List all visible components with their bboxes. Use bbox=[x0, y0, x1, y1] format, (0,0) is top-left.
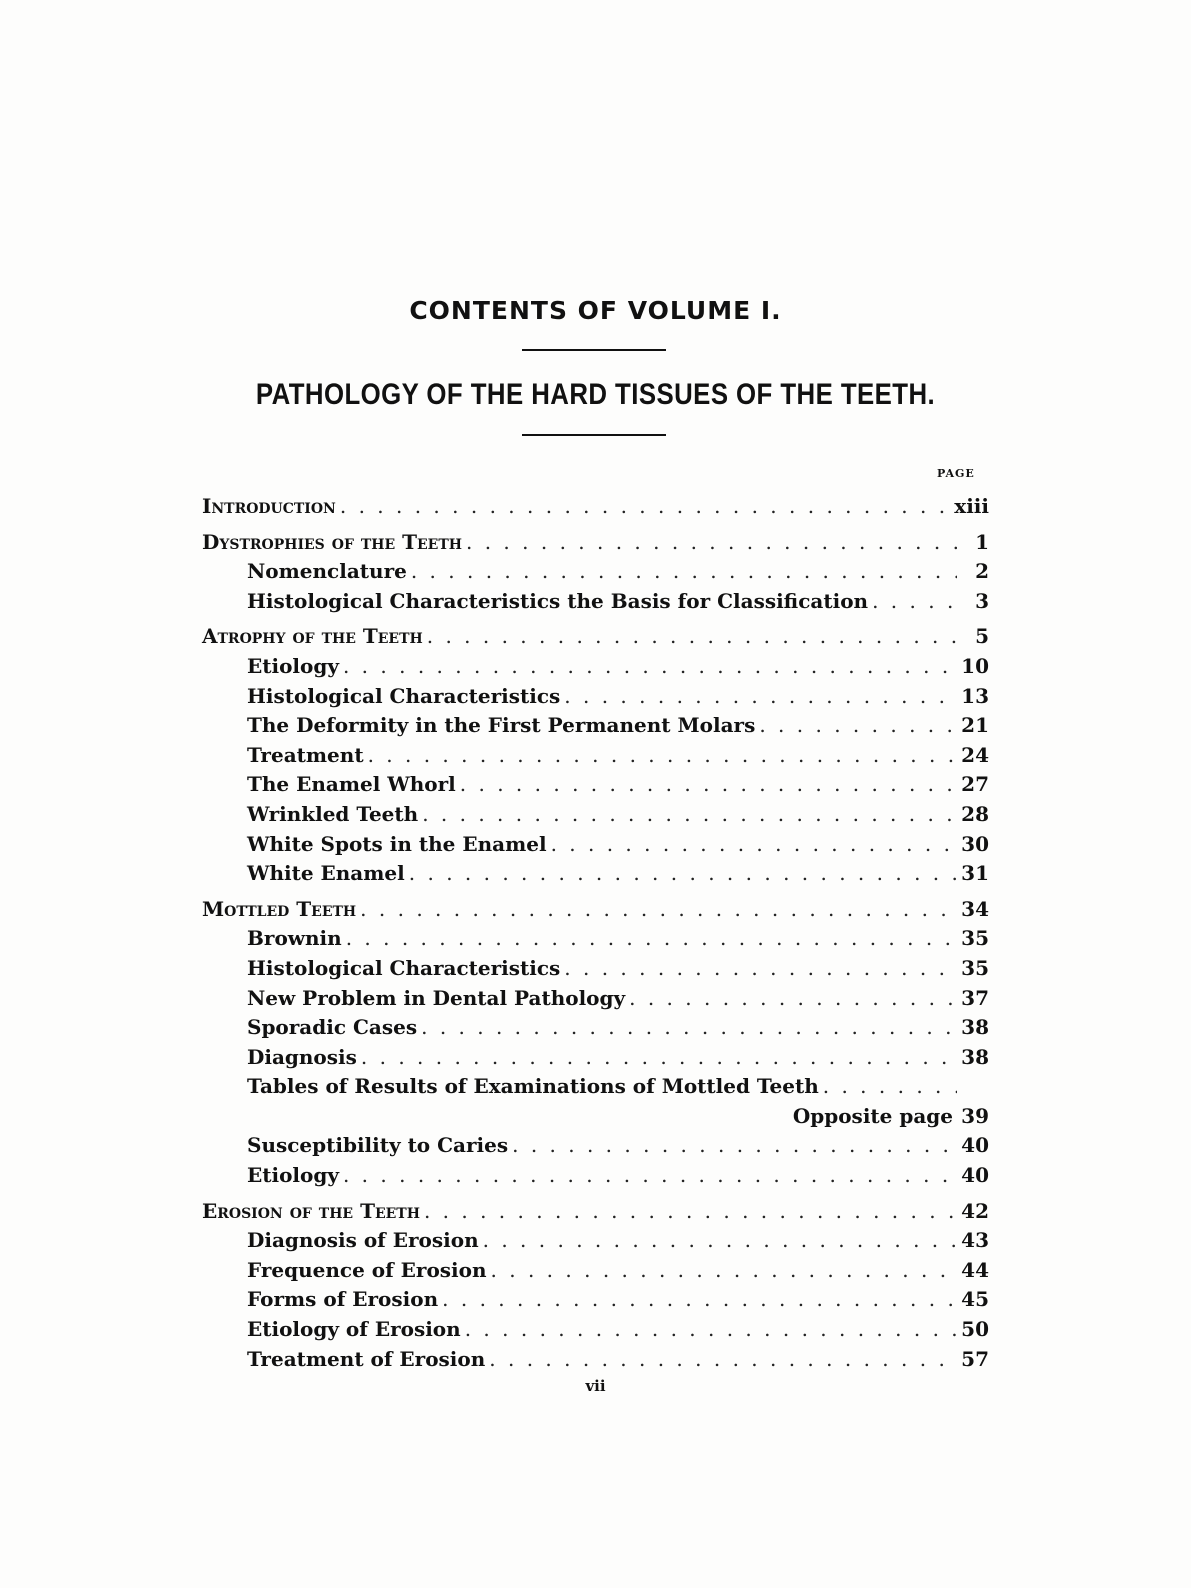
dot-leader bbox=[512, 1131, 957, 1161]
toc-entry bbox=[202, 1161, 989, 1191]
toc-entry-label: Frequence of Erosion bbox=[247, 1257, 487, 1282]
volume-title: CONTENTS OF VOLUME I. bbox=[409, 296, 782, 325]
toc-entry bbox=[202, 895, 989, 925]
dot-leader bbox=[460, 770, 957, 800]
toc-entry-page: xiii bbox=[954, 494, 989, 518]
toc-entry bbox=[202, 1013, 989, 1043]
dot-leader bbox=[465, 1315, 957, 1345]
toc-entry-label: White Enamel bbox=[247, 861, 405, 886]
toc-entry bbox=[202, 622, 989, 652]
dot-leader bbox=[343, 652, 957, 682]
toc-entry-label: Nomenclature bbox=[247, 559, 407, 584]
toc-entry bbox=[202, 1072, 989, 1102]
dot-leader bbox=[872, 587, 957, 617]
dot-leader bbox=[491, 1256, 957, 1286]
toc-entry-label: Tables of Results of Examinations of Mottled Teeth bbox=[247, 1074, 819, 1099]
dot-leader bbox=[421, 1013, 957, 1043]
toc-entry-page: 10 bbox=[961, 653, 989, 678]
toc-entry bbox=[202, 1226, 989, 1256]
toc-entry-page: 21 bbox=[961, 713, 989, 738]
title-rule bbox=[522, 349, 666, 351]
toc-entry-page: 5 bbox=[975, 624, 989, 649]
dot-leader bbox=[823, 1072, 957, 1102]
toc-entry bbox=[202, 1043, 989, 1073]
dot-leader bbox=[343, 1161, 957, 1191]
toc-entry-page: 1 bbox=[975, 529, 989, 554]
toc-entry-label: Mottled Teeth bbox=[202, 896, 357, 921]
toc-entry-label: Treatment bbox=[247, 742, 364, 767]
toc-entry bbox=[202, 492, 989, 522]
dot-leader bbox=[759, 711, 957, 741]
subtitle-rule bbox=[522, 434, 666, 436]
toc-entry-label: Etiology bbox=[247, 653, 339, 678]
part-title: PATHOLOGY OF THE HARD TISSUES OF THE TEETH. bbox=[255, 378, 936, 411]
dot-leader bbox=[346, 924, 957, 954]
toc-entry bbox=[202, 682, 989, 712]
dot-leader bbox=[422, 800, 957, 830]
dot-leader bbox=[564, 682, 957, 712]
toc-entry-page: 43 bbox=[961, 1228, 989, 1253]
toc-entry bbox=[202, 924, 989, 954]
dot-leader bbox=[629, 984, 957, 1014]
toc-entry-page: 42 bbox=[961, 1198, 989, 1223]
dot-leader bbox=[409, 859, 957, 889]
table-of-contents bbox=[202, 492, 989, 1374]
toc-entry-label: Etiology of Erosion bbox=[247, 1317, 461, 1342]
toc-entry bbox=[202, 770, 989, 800]
toc-entry-label: Histological Characteristics the Basis for Classification bbox=[247, 588, 869, 613]
toc-entry bbox=[202, 557, 989, 587]
toc-entry-label: Etiology bbox=[247, 1163, 339, 1188]
toc-entry-page: 30 bbox=[961, 831, 989, 856]
toc-entry-page: 2 bbox=[975, 559, 989, 584]
dot-leader bbox=[360, 895, 957, 925]
toc-entry bbox=[202, 984, 989, 1014]
toc-entry-label: The Enamel Whorl bbox=[247, 772, 456, 797]
toc-entry-page: 34 bbox=[961, 896, 989, 921]
dot-leader bbox=[489, 1345, 957, 1375]
toc-entry bbox=[202, 587, 989, 617]
toc-entry bbox=[202, 1256, 989, 1286]
toc-entry-page: 28 bbox=[961, 801, 989, 826]
toc-entry-label: Wrinkled Teeth bbox=[247, 801, 419, 826]
toc-entry-page: 3 bbox=[975, 588, 989, 613]
toc-entry bbox=[202, 830, 989, 860]
toc-entry-label: Opposite page bbox=[792, 1103, 953, 1128]
toc-entry-label: Histological Characteristics bbox=[247, 683, 561, 708]
toc-entry-page: 38 bbox=[961, 1044, 989, 1069]
dot-leader bbox=[551, 830, 957, 860]
toc-entry-page: 57 bbox=[961, 1346, 989, 1371]
toc-entry bbox=[202, 741, 989, 771]
dot-leader bbox=[361, 1043, 957, 1073]
toc-entry-label: New Problem in Dental Pathology bbox=[247, 985, 626, 1010]
toc-entry bbox=[202, 954, 989, 984]
toc-entry-label: Atrophy of the Teeth bbox=[202, 624, 423, 649]
toc-entry bbox=[202, 800, 989, 830]
toc-entry-page: 40 bbox=[961, 1133, 989, 1158]
toc-entry-label: The Deformity in the First Permanent Molars bbox=[247, 713, 756, 738]
toc-entry-page: 35 bbox=[961, 955, 989, 980]
toc-entry-page: 37 bbox=[961, 985, 989, 1010]
toc-entry bbox=[202, 1315, 989, 1345]
dot-leader bbox=[411, 557, 957, 587]
toc-entry bbox=[202, 1285, 989, 1315]
toc-entry-label: Sporadic Cases bbox=[247, 1015, 418, 1040]
toc-entry-label: Introduction bbox=[202, 494, 336, 518]
toc-entry-label: Diagnosis of Erosion bbox=[247, 1228, 479, 1253]
toc-entry-label: Erosion of the Teeth bbox=[202, 1198, 420, 1223]
toc-entry bbox=[202, 528, 989, 558]
toc-entry bbox=[202, 1197, 989, 1227]
toc-entry-page: 38 bbox=[961, 1015, 989, 1040]
toc-entry-page: 27 bbox=[961, 772, 989, 797]
toc-entry bbox=[202, 711, 989, 741]
toc-entry-page: 39 bbox=[961, 1103, 989, 1128]
toc-entry bbox=[202, 1345, 989, 1375]
dot-leader bbox=[368, 741, 957, 771]
toc-entry-label: Susceptibility to Caries bbox=[247, 1133, 509, 1158]
toc-entry bbox=[202, 1131, 989, 1161]
dot-leader bbox=[340, 492, 950, 522]
toc-entry-page: 45 bbox=[961, 1287, 989, 1312]
toc-entry-label: Forms of Erosion bbox=[247, 1287, 439, 1312]
dot-leader bbox=[424, 1197, 957, 1227]
toc-entry-label: Brownin bbox=[247, 926, 342, 951]
toc-entry-page: 44 bbox=[961, 1257, 989, 1282]
toc-entry-page: 40 bbox=[961, 1163, 989, 1188]
dot-leader bbox=[442, 1285, 957, 1315]
toc-entry-page: 50 bbox=[961, 1317, 989, 1342]
toc-entry-label: Treatment of Erosion bbox=[247, 1346, 486, 1371]
toc-entry-label: Dystrophies of the Teeth bbox=[202, 529, 462, 554]
toc-entry-label: Histological Characteristics bbox=[247, 955, 561, 980]
dot-leader bbox=[564, 954, 957, 984]
toc-entry-label: Diagnosis bbox=[247, 1044, 357, 1069]
toc-entry-page: 24 bbox=[961, 742, 989, 767]
page-number: vii bbox=[585, 1377, 606, 1395]
toc-entry-continuation bbox=[202, 1102, 989, 1132]
dot-leader bbox=[427, 622, 957, 652]
toc-entry-label: White Spots in the Enamel bbox=[247, 831, 547, 856]
toc-entry-page: 13 bbox=[961, 683, 989, 708]
toc-entry-page: 31 bbox=[961, 861, 989, 886]
page-column-heading: PAGE bbox=[937, 467, 975, 480]
toc-entry-page: 35 bbox=[961, 926, 989, 951]
dot-leader bbox=[466, 528, 957, 558]
toc-entry bbox=[202, 652, 989, 682]
dot-leader bbox=[483, 1226, 957, 1256]
toc-entry bbox=[202, 859, 989, 889]
